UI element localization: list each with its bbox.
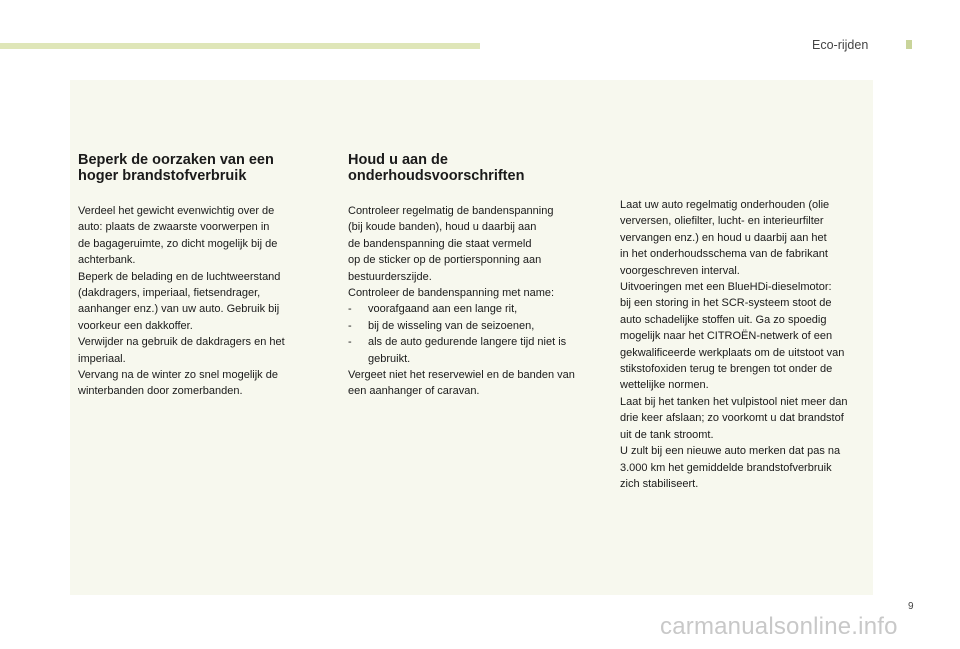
- text-line: mogelijk naar het CITROËN-netwerk of een: [620, 330, 833, 343]
- text-line: voorgeschreven interval.: [620, 264, 740, 277]
- list-item: [348, 334, 598, 367]
- text-line: aanhanger enz.) van uw auto. Gebruik bij: [78, 303, 280, 316]
- paragraph-weight: [78, 203, 310, 367]
- bullet-dash: -: [348, 303, 352, 316]
- text-line: U zult bij een nieuwe auto merken dat pas na: [620, 445, 841, 458]
- bullet-dash: -: [348, 319, 352, 332]
- text-line: (dakdragers, imperiaal, fietsendrager,: [78, 287, 261, 300]
- text-line: Beperk de belading en de luchtweerstand: [78, 270, 281, 283]
- paragraph-refuelling: [620, 394, 870, 443]
- heading-line: onderhoudsvoorschriften: [348, 168, 525, 184]
- list-item: [348, 301, 598, 317]
- text-line: Controleer de bandenspanning met name:: [348, 287, 555, 300]
- heading-line: Beperk de oorzaken van een: [78, 152, 274, 168]
- text-line: 3.000 km het gemiddelde brandstofverbruik: [620, 461, 832, 474]
- text-line: stikstofoxiden terug te brengen tot onder de: [620, 363, 833, 376]
- text-line: bestuurderszijde.: [348, 270, 432, 283]
- text-line: zich stabiliseert.: [620, 477, 699, 490]
- watermark: carmanualsonline.info: [660, 613, 898, 640]
- text-line: bij een storing in het SCR-systeem stoot de: [620, 297, 832, 310]
- list-item-text: bij de wisseling van de seizoenen,: [368, 319, 535, 332]
- text-line: Verdeel het gewicht evenwichtig over de: [78, 205, 275, 217]
- text-line: verversen, oliefilter, lucht- en interieurfilter: [620, 215, 824, 228]
- text-line: (bij koude banden), houd u daarbij aan: [348, 221, 537, 234]
- column-service: [620, 197, 870, 492]
- text-line: als de auto gedurende langere tijd niet is: [368, 336, 567, 349]
- text-line: winterbanden door zomerbanden.: [78, 385, 243, 398]
- heading-line: Houd u aan de: [348, 152, 448, 168]
- text-line: imperiaal.: [78, 352, 126, 365]
- list-item-text: voorafgaand aan een lange rit,: [368, 303, 518, 316]
- text-line: op de sticker op de portiersponning aan: [348, 254, 542, 267]
- text-line: Vervang na de winter zo snel mogelijk de: [78, 369, 278, 382]
- paragraph-new-car: [620, 443, 870, 492]
- text-line: drie keer afslaan; zo voorkomt u dat brandstof: [620, 412, 844, 425]
- page-number: 9: [908, 601, 914, 612]
- paragraph-tyre-pressure: [348, 203, 598, 301]
- heading-maintenance: [348, 152, 598, 184]
- text-line: auto: plaats de zwaarste voorwerpen in: [78, 221, 270, 234]
- list-item-text: [368, 334, 566, 367]
- bullet-dash: -: [348, 336, 352, 349]
- heading-fuel-consumption: [78, 152, 310, 184]
- paragraph-spare-wheel: [348, 367, 598, 400]
- text-line: gebruikt.: [368, 352, 411, 365]
- text-line: Laat bij het tanken het vulpistool niet meer dan: [620, 395, 848, 408]
- paragraph-service-interval: [620, 197, 870, 279]
- text-line: de bandenspanning die staat vermeld: [348, 237, 532, 250]
- text-line: voorkeur een dakkoffer.: [78, 319, 193, 332]
- text-line: Controleer regelmatig de bandenspanning: [348, 205, 554, 217]
- section-title: Eco-rijden: [812, 38, 869, 52]
- text-line: Uitvoeringen met een BlueHDi-dieselmotor:: [620, 281, 832, 294]
- heading-line: hoger brandstofverbruik: [78, 168, 247, 184]
- text-line: Laat uw auto regelmatig onderhouden (olie: [620, 199, 830, 211]
- text-line: gekwalificeerde werkplaats om de uitstoot van: [620, 346, 845, 359]
- text-line: achterbank.: [78, 254, 136, 267]
- column-maintenance: [348, 152, 598, 400]
- list-item: [348, 318, 598, 334]
- text-line: wettelijke normen.: [620, 379, 709, 392]
- text-line: in het onderhoudsschema van de fabrikant: [620, 248, 828, 261]
- section-marker: [906, 40, 912, 49]
- text-line: vervangen enz.) en houd u daarbij aan het: [620, 231, 827, 244]
- text-line: uit de tank stroomt.: [620, 428, 714, 441]
- text-line: auto schadelijke stoffen uit. Ga zo spoedig: [620, 313, 827, 326]
- text-line: Verwijder na gebruik de dakdragers en het: [78, 336, 285, 349]
- header-accent-bar: [0, 43, 480, 49]
- paragraph-bluehdi: [620, 279, 870, 394]
- column-fuel-consumption: [78, 152, 310, 400]
- text-line: een aanhanger of caravan.: [348, 385, 480, 398]
- text-line: Vergeet niet het reservewiel en de banden van: [348, 369, 575, 382]
- paragraph-tyres: [78, 367, 310, 400]
- text-line: de bagageruimte, zo dicht mogelijk bij de: [78, 237, 278, 250]
